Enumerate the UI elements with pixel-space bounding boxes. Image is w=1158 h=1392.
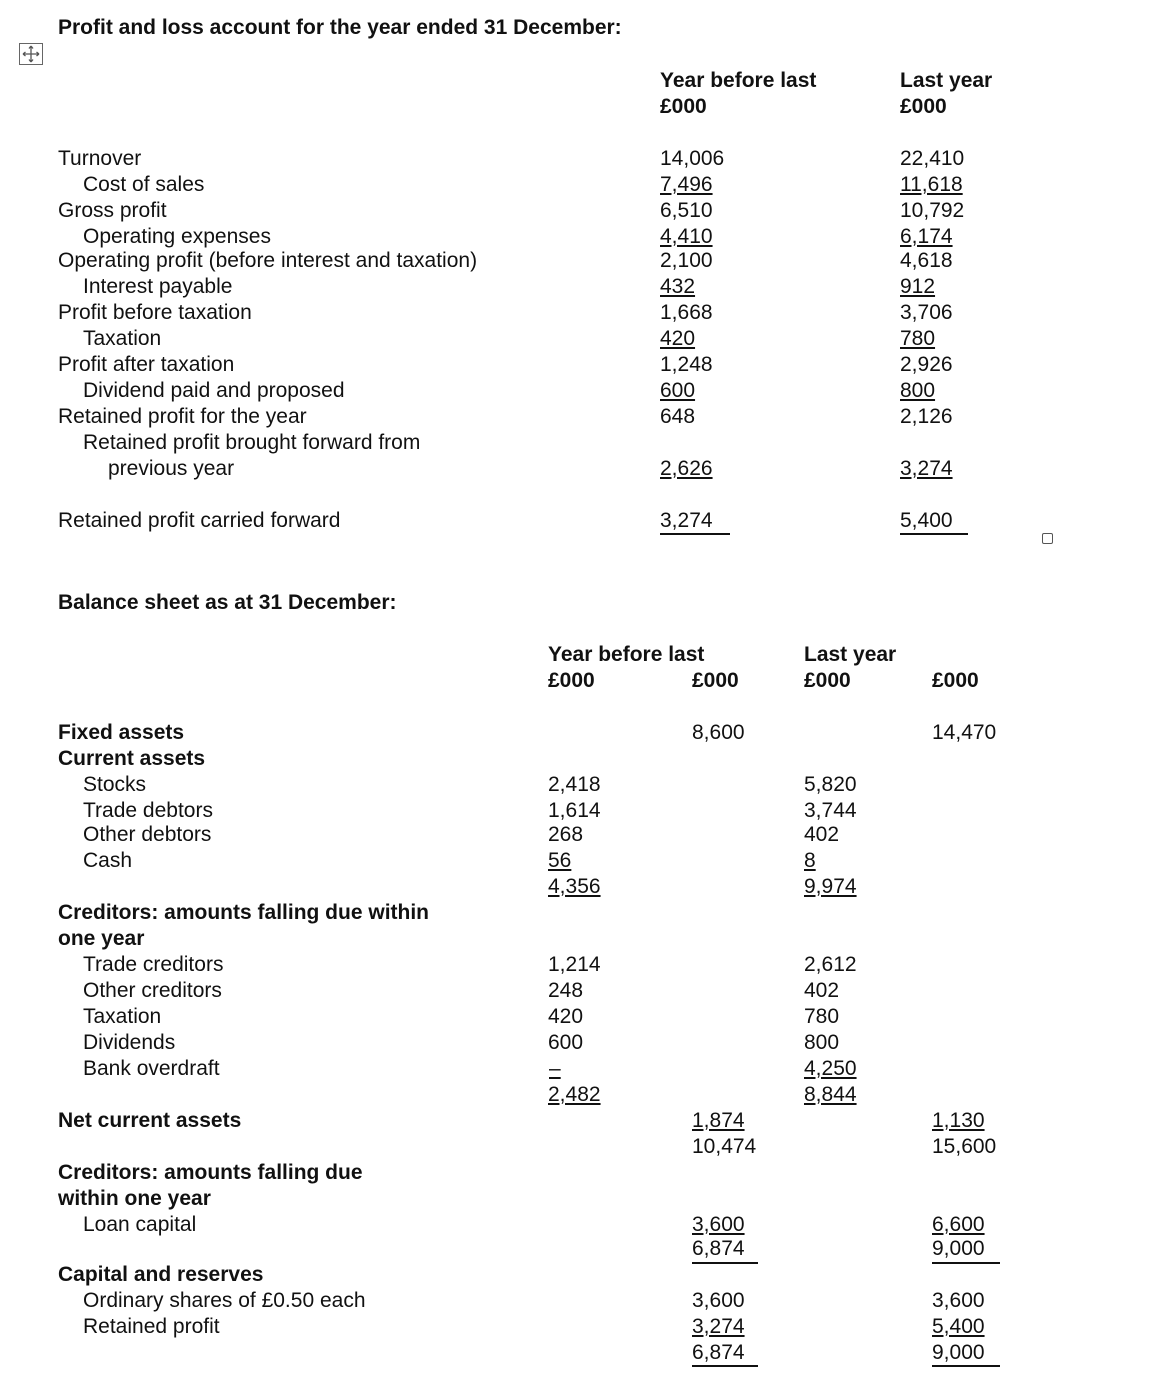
pl-ybl-retained-for-year: 648 [660,405,696,428]
pl-ly-profit-before-tax: 3,706 [900,301,953,324]
bs-ly-net-current-assets-sub: 15,600 [932,1135,997,1158]
pl-ly-turnover: 22,410 [900,147,965,170]
pl-ly-operating-profit: 4,618 [900,249,953,272]
pl-ly-cost-of-sales: 11,618 [900,173,963,196]
bs-label-fixed-assets: Fixed assets [58,721,185,744]
bs-ly-bank-overdraft: 4,250 [804,1057,857,1080]
bs-header-ly: Last year [804,643,897,666]
bs-label-retained-profit: Retained profit [83,1315,220,1338]
bs-unit-ly-2: £000 [932,669,979,692]
bs-ly-dividends: 800 [804,1031,840,1054]
bs-label-bank-overdraft: Bank overdraft [83,1057,220,1080]
bs-label-other-creditors: Other creditors [83,979,222,1002]
pl-ybl-brought-forward: 2,626 [660,457,713,480]
pl-label-operating-expenses: Operating expenses [83,225,271,248]
bs-ly-trade-debtors: 3,744 [804,799,857,822]
pl-ybl-profit-after-tax: 1,248 [660,353,713,376]
pl-label-cost-of-sales: Cost of sales [83,173,205,196]
bs-ly-ordinary-shares: 3,600 [932,1289,985,1312]
pl-ybl-operating-expenses: 4,410 [660,225,713,248]
bs-label-capital-reserves: Capital and reserves [58,1263,264,1286]
bs-ybl-fixed-assets: 8,600 [692,721,745,744]
pl-ybl-dividend: 600 [660,379,696,402]
bs-label-cash: Cash [83,849,133,872]
bs-label-creditors-short-line2: one year [58,927,145,950]
pl-ybl-profit-before-tax: 1,668 [660,301,713,324]
pl-ybl-gross-profit: 6,510 [660,199,713,222]
bs-label-stocks: Stocks [83,773,147,796]
bs-ybl-other-debtors: 268 [548,823,584,846]
pl-label-dividend: Dividend paid and proposed [83,379,345,402]
pl-label-retained-for-year: Retained profit for the year [58,405,307,428]
pl-ly-brought-forward: 3,274 [900,457,953,480]
bs-label-net-current-assets: Net current assets [58,1109,242,1132]
bs-label-creditors-long-line2: within one year [58,1187,211,1210]
bs-header-ybl: Year before last [548,643,705,666]
pl-label-profit-after-tax: Profit after taxation [58,353,235,376]
bs-ly-retained-profit: 5,400 [932,1315,985,1338]
bs-ybl-current-assets-total: 4,356 [548,875,601,898]
pl-label-brought-forward: Retained profit brought forward from [83,431,421,454]
pl-ybl-double-rule [660,533,730,535]
pl-ly-taxation: 780 [900,327,936,350]
pl-ly-dividend: 800 [900,379,936,402]
bs-label-creditors-short: Creditors: amounts falling due within [58,901,430,924]
bs-ybl-bank-overdraft: – [549,1057,561,1080]
bs-label-current-assets: Current assets [58,747,206,770]
bs-label-taxation: Taxation [83,1005,162,1028]
table-resize-handle-icon[interactable] [1042,533,1053,544]
bs-label-trade-creditors: Trade creditors [83,953,224,976]
bs-ly-net-assets-rule [932,1262,1000,1264]
bs-ybl-net-assets-rule [692,1262,758,1264]
bs-ly-net-assets: 9,000 [932,1237,985,1260]
bs-ly-stocks: 5,820 [804,773,857,796]
bs-ly-loan-capital: 6,600 [932,1213,985,1236]
pl-ybl-operating-profit: 2,100 [660,249,713,272]
pl-ybl-interest-payable: 432 [660,275,696,298]
pl-header-ly: Last year [900,69,993,92]
pl-label-interest-payable: Interest payable [83,275,233,298]
pl-label-operating-profit: Operating profit (before interest and taxation) [58,249,478,272]
bs-ly-fixed-assets: 14,470 [932,721,997,744]
bs-label-creditors-long: Creditors: amounts falling due [58,1161,363,1184]
pl-ly-carried-forward: 5,400 [900,509,953,532]
bs-unit-ybl-1: £000 [548,669,595,692]
pl-ly-retained-for-year: 2,126 [900,405,953,428]
bs-ly-net-current-assets: 1,130 [932,1109,985,1132]
pl-header-ly-unit: £000 [900,95,947,118]
bs-ybl-capital-rule [692,1365,758,1367]
bs-ybl-loan-capital: 3,600 [692,1213,745,1236]
bs-ybl-cash: 56 [548,849,572,872]
bs-label-ordinary-shares: Ordinary shares of £0.50 each [83,1289,366,1312]
bs-ybl-ordinary-shares: 3,600 [692,1289,745,1312]
bs-ybl-trade-debtors: 1,614 [548,799,601,822]
pl-ybl-cost-of-sales: 7,496 [660,173,713,196]
pl-label-brought-forward-line2: previous year [108,457,235,480]
pl-label-gross-profit: Gross profit [58,199,167,222]
pl-label-turnover: Turnover [58,147,142,170]
bs-ly-capital-rule [932,1365,1000,1367]
bs-ybl-taxation: 420 [548,1005,584,1028]
bs-ly-capital-total: 9,000 [932,1341,985,1364]
bs-ybl-capital-total: 6,874 [692,1341,745,1364]
bs-label-other-debtors: Other debtors [83,823,212,846]
pl-ly-gross-profit: 10,792 [900,199,965,222]
pl-label-profit-before-tax: Profit before taxation [58,301,252,324]
pl-ly-double-rule [900,533,968,535]
pl-label-taxation: Taxation [83,327,162,350]
bs-unit-ybl-2: £000 [692,669,739,692]
pl-ybl-turnover: 14,006 [660,147,725,170]
bs-ybl-net-assets: 6,874 [692,1237,745,1260]
bs-label-dividends: Dividends [83,1031,176,1054]
bs-ybl-retained-profit: 3,274 [692,1315,745,1338]
bs-ly-trade-creditors: 2,612 [804,953,857,976]
pl-header-ybl-unit: £000 [660,95,707,118]
pl-header-ybl: Year before last [660,69,817,92]
bs-ly-cash: 8 [804,849,816,872]
bs-ly-creditors-short-total: 8,844 [804,1083,857,1106]
bs-ybl-net-current-assets-sub: 10,474 [692,1135,757,1158]
pl-ly-profit-after-tax: 2,926 [900,353,953,376]
bs-ly-taxation: 780 [804,1005,840,1028]
bs-label-loan-capital: Loan capital [83,1213,197,1236]
table-move-handle-icon[interactable] [19,43,43,65]
bs-title: Balance sheet as at 31 December: [58,591,397,614]
bs-unit-ly-1: £000 [804,669,851,692]
bs-ybl-trade-creditors: 1,214 [548,953,601,976]
bs-ly-other-creditors: 402 [804,979,840,1002]
pl-label-carried-forward: Retained profit carried forward [58,509,341,532]
pl-ybl-carried-forward: 3,274 [660,509,713,532]
bs-ybl-creditors-short-total: 2,482 [548,1083,601,1106]
pl-ly-interest-payable: 912 [900,275,936,298]
pl-ly-operating-expenses: 6,174 [900,225,953,248]
bs-ybl-net-current-assets: 1,874 [692,1109,745,1132]
pl-title: Profit and loss account for the year ended 31 December: [58,16,622,39]
bs-label-trade-debtors: Trade debtors [83,799,213,822]
bs-ly-other-debtors: 402 [804,823,840,846]
bs-ybl-dividends: 600 [548,1031,584,1054]
bs-ybl-other-creditors: 248 [548,979,584,1002]
bs-ybl-stocks: 2,418 [548,773,601,796]
pl-ybl-taxation: 420 [660,327,696,350]
bs-ly-current-assets-total: 9,974 [804,875,857,898]
